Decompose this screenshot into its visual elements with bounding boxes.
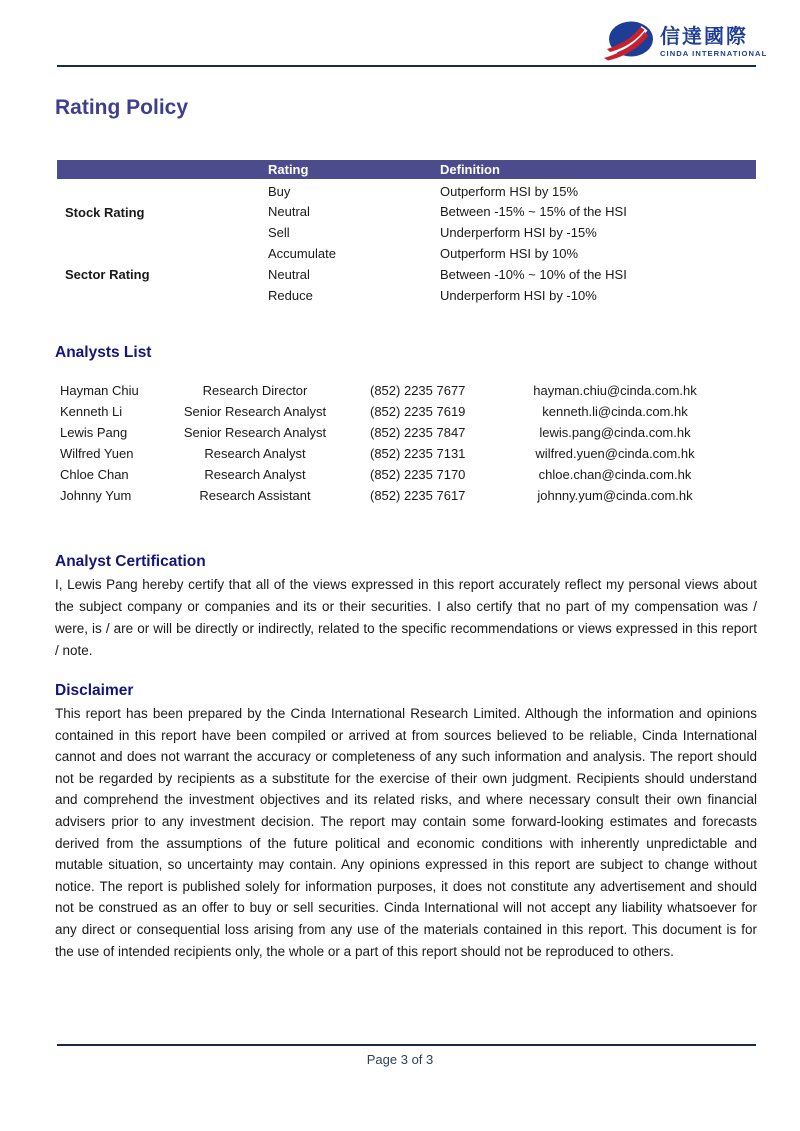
disclaimer-heading: Disclaimer [55,682,134,699]
analysts-list-heading: Analysts List [55,344,152,361]
analyst-email: hayman.chiu@cinda.com.hk [533,383,697,398]
list-item [60,464,720,485]
rating-table-header-definition: Definition [440,160,756,180]
rating-cell: Accumulate [268,246,336,261]
logo-english-name: CINDA INTERNATIONAL [660,49,768,59]
rating-table-header-empty [57,160,268,180]
list-item [60,380,720,401]
stock-rating-label: Stock Rating [65,204,145,220]
analyst-title: Research Director [202,383,308,398]
logo-wordmark [660,27,767,58]
analyst-title: Research Analyst [204,446,306,461]
analyst-name: Kenneth Li [60,404,123,419]
analyst-name: Chloe Chan [60,467,129,482]
page-number: Page 3 of 3 [366,1052,434,1067]
analyst-email: lewis.pang@cinda.com.hk [539,425,691,440]
definition-cell: Underperform HSI by -15% [440,225,597,240]
analyst-name: Lewis Pang [60,425,128,440]
rating-cell: Neutral [268,267,310,282]
company-logo [602,19,767,66]
logo-chinese-name: 信達國際 [660,26,748,49]
definition-cell: Between -10% ~ 10% of the HSI [440,267,627,282]
analyst-email: johnny.yum@cinda.com.hk [537,488,693,503]
analyst-phone: (852) 2235 7677 [370,383,466,398]
footer-divider [57,1044,756,1046]
rating-cell: Neutral [268,204,310,219]
analyst-phone: (852) 2235 7131 [370,446,466,461]
list-item [60,443,720,464]
analyst-title: Research Assistant [199,488,311,503]
disclaimer-text: This report has been prepared by the Cinda International Research Limited. Although the information and opinions contained in this report have been compiled or arrived at from sources believed to be reliable, Cinda International cannot and does not warrant the accuracy or completeness of any such information and analysis. The report should not be regarded by recipients as a substitute for the exercise of their own judgment. Recipients should understand and comprehend the investment objectives and its related risks, and where necessary consult their own financial advisers prior to any investment decision. The report may contain some forward-looking estimates and forecasts derived from the assumptions of the future political and economic conditions with inherently unpredictable and mutable situation, so uncertainty may contain. Any opinions expressed in this report are subject to change without notice. The report is published solely for information purposes, it does not constitute any advertisement and should not be construed as an offer to buy or sell securities. Cinda International will not accept any liability whatsoever for any direct or consequential loss arising from any use of the materials contained in this report. This document is for the use of intended recipients only, the whole or a part of this report should not be reproduced to others. [55,706,757,959]
analyst-email: wilfred.yuen@cinda.com.hk [535,446,695,461]
analyst-certification-heading: Analyst Certification [55,553,206,570]
rating-cell: Sell [268,225,290,240]
page-title: Rating Policy [55,96,189,119]
list-item [60,401,720,422]
analysts-list [60,380,720,506]
sector-rating-label: Sector Rating [65,267,150,282]
analyst-phone: (852) 2235 7617 [370,488,466,503]
definition-cell: Outperform HSI by 15% [440,183,578,199]
list-item [60,485,720,506]
cinda-logo-icon [602,19,654,66]
analyst-title: Research Analyst [204,467,306,482]
rating-policy-table [57,160,756,306]
analyst-name: Johnny Yum [60,488,132,503]
analyst-phone: (852) 2235 7619 [370,404,466,419]
table-row [57,180,756,201]
definition-cell: Outperform HSI by 10% [440,246,578,261]
rating-table-header-row [57,160,756,180]
analyst-email: chloe.chan@cinda.com.hk [538,467,692,482]
analyst-phone: (852) 2235 7847 [370,425,466,440]
rating-table-header-rating: Rating [268,160,440,180]
header-divider [57,65,756,67]
analyst-title: Senior Research Analyst [183,404,327,419]
table-row [57,243,756,264]
analyst-title: Senior Research Analyst [183,425,327,440]
list-item [60,422,720,443]
definition-cell: Between -15% ~ 15% of the HSI [440,204,627,219]
definition-cell: Underperform HSI by -10% [440,288,597,303]
rating-cell: Reduce [268,288,313,303]
rating-cell: Buy [268,183,291,199]
analyst-phone: (852) 2235 7170 [370,467,466,482]
analyst-name: Hayman Chiu [60,383,139,398]
analyst-email: kenneth.li@cinda.com.hk [542,404,688,419]
analyst-name: Wilfred Yuen [60,446,134,461]
analyst-certification-text: I, Lewis Pang hereby certify that all of the views expressed in this report accurately reflect my personal views about the subject company or companies and its or their securities. I also certify that no part of my compensation was / were, is / are or will be directly or indirectly, related to the specific recommendations or views expressed in this report / note. [55,577,757,658]
